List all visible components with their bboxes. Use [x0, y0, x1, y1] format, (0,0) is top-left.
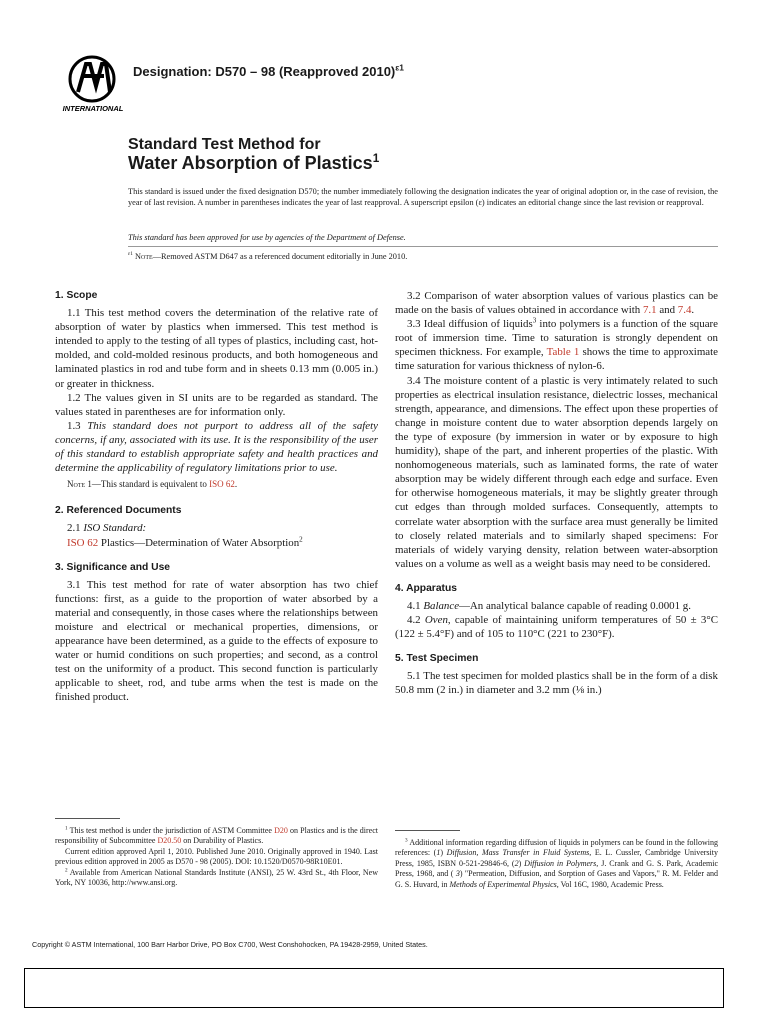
title-line2: Water Absorption of Plastics$^1$	[128, 152, 380, 173]
para-4-2: 4.2 Oven, capable of maintaining uniform temperatures of 50 ± 3°C (122 ± 5.4°F) and of 105 to 110°C (221 to 230°F).	[395, 614, 718, 641]
para-4-1: 4.1 Balance—An analytical balance capable of reading 0.0001 g.	[407, 599, 691, 612]
iso-reference: ISO 62 Plastics—Determination of Water Absorption$^2$	[67, 534, 303, 549]
footnote-1-edition: Current edition approved April 1, 2010. Published June 2010. Originally approved in 1940. Last previous edition approved in 2005 as D570 - 98 (2005). DOI: 10.1520/D0570-98R10E01.	[55, 846, 378, 867]
copyright-line: Copyright © ASTM International, 100 Barr Harbor Drive, PO Box C700, West Conshohocken, PA 19428-2959, United States.	[32, 940, 428, 949]
right-column	[395, 289, 718, 698]
editorial-note: $^{\varepsilon 1}$ Note—Removed ASTM D647 as a referenced document editorially in June 2010.	[128, 251, 408, 261]
designation: Designation: D570 – 98 (Reapproved 2010)$^{\varepsilon 1}$	[133, 62, 404, 79]
d20-50-link[interactable]: D20.50	[157, 836, 182, 846]
d20-link[interactable]: D20	[274, 826, 288, 835]
para-1-1: 1.1 This test method covers the determination of the relative rate of absorption of water by plastics when immersed. This test method is intended to apply to the testing of all types of plastics, including cast, hot-molded, and cold-molded resinous products, and both homogeneous and laminated plastics in rod and tube form and in sheets 0.13 mm (0.005 in.) or greater in thickness.	[55, 307, 378, 390]
footnotes-left	[55, 826, 378, 888]
table-1-link[interactable]: Table 1	[546, 346, 580, 359]
footnote-rule-right	[395, 830, 460, 831]
intro-paragraph: This standard is issued under the fixed designation D570; the number immediately following the designation indicates the year of original adoption or, in the case of revision, the year of last revision. A number in parentheses indicates the year of last reapproval. A superscript epsilon (ε) indicates an editorial change since the last revision or reapproval.	[128, 187, 718, 208]
section-1-heading: 1. Scope	[55, 290, 98, 301]
section-3-heading: 3. Significance and Use	[55, 561, 171, 573]
para-1-2: 1.2 The values given in SI units are to be regarded as standard. The values stated in parentheses are for information only.	[55, 391, 378, 418]
para-5-1: 5.1 The test specimen for molded plastics shall be in the form of a disk 50.8 mm (2 in.) in diameter and 3.2 mm (⅛ in.)	[395, 670, 718, 697]
link-7-1[interactable]: 7.1	[642, 304, 657, 317]
note-1: Note 1—This standard is equivalent to ISO 62.	[67, 479, 238, 490]
para-3-1: 3.1 This test method for rate of water absorption has two chief functions: first, as a guide to the proportion of water absorbed by a material and consequently, in those cases where the relationships between moisture and electrical or mechanical properties, dimensions, or appearance have been determined, as a guide to the effects of exposure to water or humid conditions on such properties; and second, as a control test on the uniformity of a product. This second function is particularly applicable to sheet, rod, and tube arms when the test is made on the finished product.	[55, 578, 378, 704]
header-divider	[128, 246, 718, 247]
iso-62-link[interactable]: ISO 62	[209, 479, 235, 490]
footnote-rule-left	[55, 818, 120, 819]
para-2-1: 2.1 ISO Standard:	[67, 522, 147, 535]
para-3-2: 3.2 Comparison of water absorption values of various plastics can be made on the basis of values obtained in accordance with 7.1 and 7.4.	[395, 290, 718, 317]
logo-text: INTERNATIONAL	[62, 104, 124, 113]
page-title	[128, 135, 379, 173]
footnote-2: $^2$ Available from American National Standards Institute (ANSI), 25 W. 43rd St., 4th Floor, New York, NY 10036, http://www.ansi.org.	[55, 866, 378, 888]
footnotes-right	[395, 838, 718, 890]
left-column	[55, 289, 378, 705]
footnote-1: $^1$ This test method is under the jurisdiction of ASTM Committee D20 on Plastics and is the direct responsibility of Subcommittee D20.50 on Durability of Plastics.	[55, 825, 378, 846]
section-4-heading: 4. Apparatus	[395, 582, 457, 594]
section-2-heading: 2. Referenced Documents	[55, 505, 182, 517]
section-5-heading: 5. Test Specimen	[395, 653, 479, 665]
para-1-3: 1.3 This standard does not purport to address all of the safety concerns, if any, associated with its use. It is the responsibility of the user of this standard to establish appropriate safety and health practices and determine the applicability of regulatory limitations prior to use.	[55, 419, 379, 475]
para-3-3: 3.3 Ideal diffusion of liquids$^3$ into polymers is a function of the square root of immersion time. Time to saturation is strongly dependent on specimen thickness. For example, Table 1 shows the time to approximate time saturation for various thickness of nylon-6.	[395, 316, 718, 373]
footnote-3: $^3$ Additional information regarding diffusion of liquids in polymers can be found in the following references: (1) Diffusion, Mass Transfer in Fluid Systems, E. L. Cussler, Cambridge University Press, 1985, ISBN 0-521-29846-6, (2) Diffusion in Polymers, J. Crank and G. S. Park, Academic Press, 1968, and ( 3) "Permeation, Diffusion, and Sorption of Gases and Vapors," R. M. Felder and G. S. Huvard, in Methods of Experimental Physics, Vol 16C, 1980, Academic Press.	[395, 837, 718, 889]
para-3-4: 3.4 The moisture content of a plastic is very intimately related to such properties as electrical insulation resistance, dielectric losses, mechanical strength, appearance, and dimensions. The effect upon these properties of change in moisture content due to water absorption depends largely on the type of exposure (by immersion in water or by exposure to high humidity), shape of the part, and inherent properties of the plastic. With nonhomogeneous materials, such as laminated forms, the rate of water absorption may be widely different through each edge and surface. Even for otherwise homogeneous materials, it may be slightly greater through cut edges than through molded surfaces. Consequently, attempts to correlate water absorption with the surface area must generally be limited to closely related materials and to similarly shaped specimens: For materials of widely varying density, relation between water-absorption values on a volume as well as a weight basis may need to be considered.	[395, 374, 718, 570]
dod-note: This standard has been approved for use by agencies of the Department of Defense.	[128, 233, 406, 242]
bottom-frame	[24, 968, 724, 1008]
link-7-4[interactable]: 7.4	[677, 304, 692, 317]
title-line1: Standard Test Method for	[128, 136, 321, 153]
astm-logo	[60, 52, 126, 114]
iso-62-ref-link[interactable]: ISO 62	[67, 536, 99, 549]
